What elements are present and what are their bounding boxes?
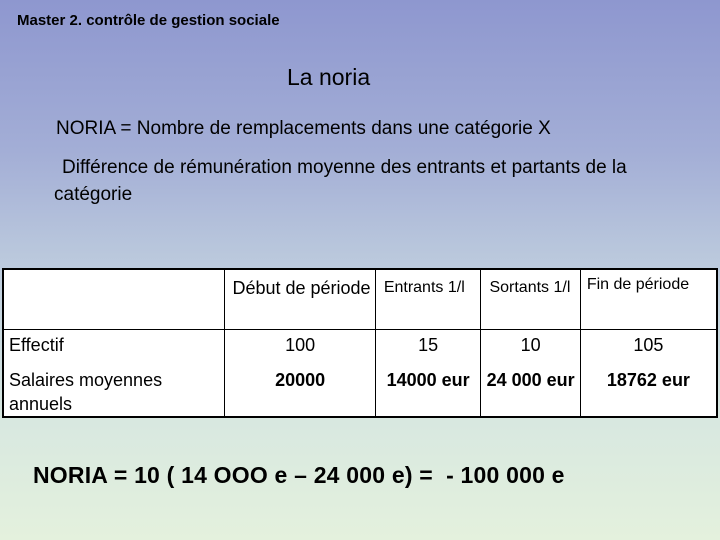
row-label-effectif: Effectif (3, 330, 225, 365)
cell-salaires-fin: 18762 eur (606, 370, 690, 390)
definition-prefix: NORIA = (56, 118, 137, 139)
definition-denominator: Différence de rémunération moyenne des entrants et partants de la catégorie (54, 157, 627, 205)
cell-effectif-sortants: 10 (481, 330, 580, 365)
cell-salaires-sortants: 24 000 eur (481, 364, 580, 417)
cell-salaires-debut: 20000 (225, 364, 375, 417)
table-row (3, 364, 717, 417)
cell-salaires-entrants: 14000 eur (375, 364, 481, 417)
table-row (3, 330, 717, 365)
page-title: La noria (287, 64, 371, 90)
table-header-row (3, 269, 717, 330)
noria-formula: NORIA = 10 ( 14 OOO e – 24 000 e) = - 100 000 e (33, 462, 565, 488)
definition-line-1 (56, 118, 551, 140)
table-header-debut: Début de période (225, 269, 375, 330)
header-text: Master 2. contrôle de gestion sociale (17, 12, 280, 29)
definition-line-2 (54, 154, 704, 208)
cell-effectif-entrants: 15 (375, 330, 481, 365)
table-header-fin: Fin de période (580, 269, 717, 330)
row-label-salaires: Salaires moyennes annuels (3, 364, 225, 417)
table-header-entrants: Entrants 1/l (375, 269, 481, 330)
table-header-sortants: Sortants 1/l (481, 269, 580, 330)
noria-table (2, 268, 718, 418)
cell-effectif-debut: 100 (225, 330, 375, 365)
table-header-empty (3, 269, 225, 330)
definition-numerator: Nombre de remplacements dans une catégorie X (136, 118, 551, 139)
cell-effectif-fin: 105 (633, 335, 664, 355)
